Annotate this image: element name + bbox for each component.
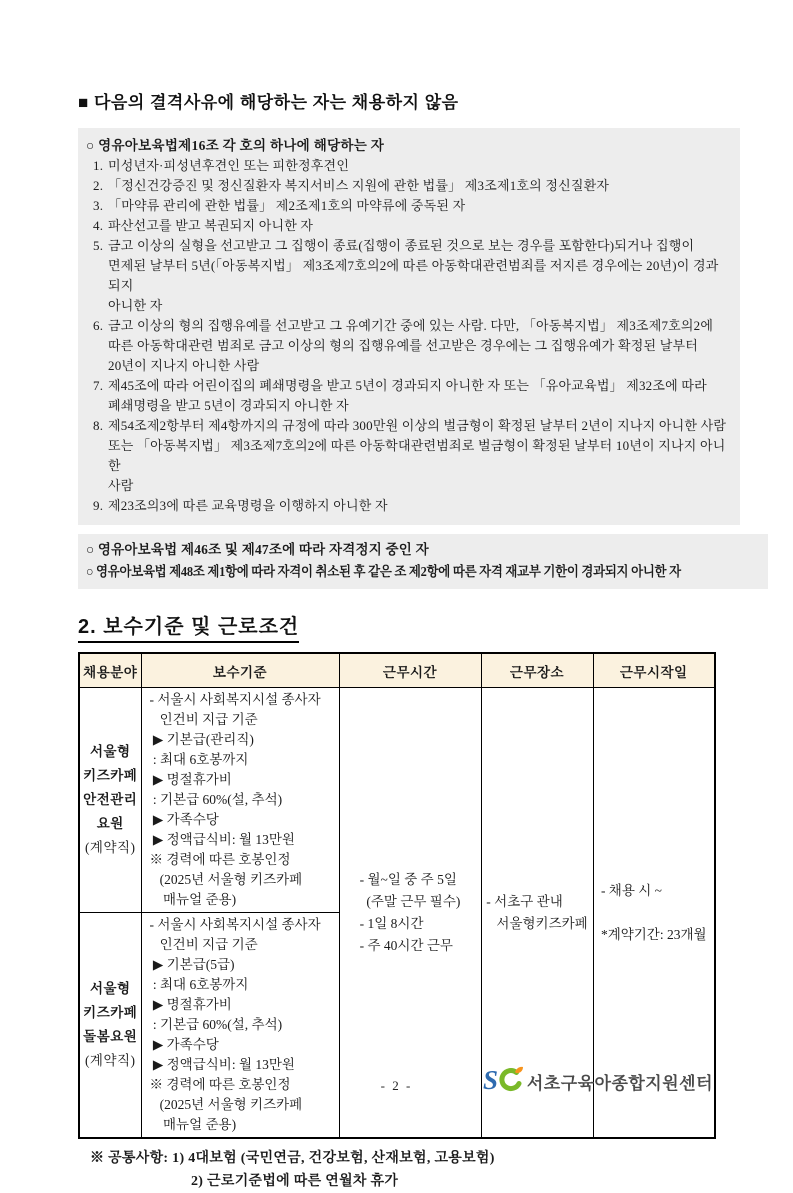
text-line: 따른 아동학대관련 범죄로 금고 이상의 형의 집행유예를 선고받은 경우에는 그 집행유예가 확정된 날부터 xyxy=(108,338,698,353)
law-item-9 xyxy=(86,496,730,516)
suspension-line-1: ○ 영유아보육법 제46조 및 제47조에 따라 자격정지 중인 자 xyxy=(86,542,429,557)
note-insurance: ※ 공통사항: 1) 4대보험 (국민연금, 건강보험, 산재보험, 고용보험) xyxy=(90,1151,495,1166)
item-text xyxy=(108,376,730,416)
text-line: ※ 경력에 따른 호봉인정 xyxy=(149,852,291,867)
text-line: - 1일 8시간 xyxy=(359,915,424,931)
text-line: 키즈카페 xyxy=(83,1005,138,1020)
item-number: 4. xyxy=(93,218,104,233)
law-heading: ○ 영유아보육법제16조 각 호의 하나에 해당하는 자 xyxy=(86,138,385,153)
item-text xyxy=(108,156,730,176)
pay-detail-safety-staff xyxy=(141,688,339,913)
common-notes xyxy=(78,1147,737,1193)
text-line: ▶ 가족수당 xyxy=(149,812,219,827)
pay-conditions-title: 2. 보수기준 및 근로조건 xyxy=(78,610,299,643)
pay-lines xyxy=(144,690,337,910)
text-line: 또는 「아동복지법」 제3조제7호의2에 따른 아동학대관련범죄로 벌금형이 확정된 날부터 10년이 지나지 아니한 xyxy=(108,438,726,473)
item-text xyxy=(108,176,730,196)
header-start-date: 근무시작일 xyxy=(593,653,715,688)
table-header-row xyxy=(79,653,715,688)
category-safety-staff xyxy=(79,688,141,913)
text-line: 키즈카페 xyxy=(83,768,138,783)
header-pay-standard: 보수기준 xyxy=(141,653,339,688)
category-care-staff xyxy=(79,913,141,1139)
text-line: (주말 근무 필수) xyxy=(359,893,461,909)
text-line: ▶ 가족수당 xyxy=(149,1037,219,1052)
start-date-lines xyxy=(601,880,707,946)
item-number: 5. xyxy=(93,238,104,253)
text-line: 인건비 지급 기준 xyxy=(149,712,258,727)
text-line: - 서초구 관내 xyxy=(486,893,563,909)
text-line: 폐쇄명령을 받고 5년이 경과되지 아니한 자 xyxy=(108,398,349,413)
header-work-hours: 근무시간 xyxy=(339,653,481,688)
text-line: ※ 경력에 따른 호봉인정 xyxy=(149,1077,291,1092)
text-line: *계약기간: 23개월 xyxy=(600,926,707,942)
text-line: : 최대 6호봉까지 xyxy=(149,752,249,767)
text-line: (2025년 서울형 키즈카페 xyxy=(149,1097,303,1112)
item-text xyxy=(108,236,730,316)
item-text xyxy=(108,196,730,216)
text-line: 제23조의3에 따른 교육명령을 이행하지 아니한 자 xyxy=(108,498,388,513)
text-line: 요원 xyxy=(96,816,124,831)
work-hours-lines xyxy=(360,869,461,957)
text-line: 서울형 xyxy=(89,744,131,759)
center-logo-text: 서초구육아종합지원센터 xyxy=(526,1074,713,1093)
item-text xyxy=(108,496,730,516)
text-line xyxy=(601,902,707,924)
law-item-4 xyxy=(86,216,730,236)
law-item-6 xyxy=(86,316,730,376)
text-line: ▶ 기본급(관리직) xyxy=(149,732,254,747)
item-text xyxy=(108,416,730,496)
text-line: (2025년 서울형 키즈카페 xyxy=(149,872,303,887)
note-leave: 2) 근로기준법에 따른 연월차 휴가 xyxy=(191,1174,399,1189)
text-line: ▶ 정액급식비: 월 13만원 xyxy=(149,1057,295,1072)
item-number: 3. xyxy=(93,198,104,213)
suspension-block xyxy=(78,534,768,589)
item-number: 2. xyxy=(93,178,104,193)
text-line: (계약직) xyxy=(84,840,136,855)
text-line: ▶ 정액급식비: 월 13만원 xyxy=(149,832,295,847)
table-row xyxy=(79,688,715,913)
work-place-lines xyxy=(486,891,587,935)
text-line: 제54조제2항부터 제4항까지의 규정에 따라 300만원 이상의 벌금형이 확정된 날부터 2년이 지나지 아니한 사람 xyxy=(108,418,727,433)
text-line: 「마약류 관리에 관한 법률」 제2조제1호의 마약류에 중독된 자 xyxy=(108,198,466,213)
text-line: 금고 이상의 실형을 선고받고 그 집행이 종료(집행이 종료된 것으로 보는 경우를 포함한다)되거나 집행이 xyxy=(108,238,695,253)
header-work-place: 근무장소 xyxy=(481,653,593,688)
item-text xyxy=(108,216,730,236)
text-line: - 채용 시 ~ xyxy=(600,882,662,898)
text-line: 20년이 지나지 아니한 사람 xyxy=(108,358,260,373)
text-line: : 기본급 60%(설, 추석) xyxy=(149,792,283,807)
pay-detail-care-staff xyxy=(141,913,339,1139)
text-line: 서울형 xyxy=(89,981,131,996)
law-item-7 xyxy=(86,376,730,416)
item-text xyxy=(108,316,730,376)
text-line: ▶ 명절휴가비 xyxy=(149,997,232,1012)
center-logo-icon xyxy=(483,1064,525,1099)
item-number: 1. xyxy=(93,158,104,173)
text-line: : 기본급 60%(설, 추석) xyxy=(149,1017,283,1032)
text-line: 면제된 날부터 5년(「아동복지법」 제3조제7호의2에 따른 아동학대관련범죄를 저지른 경우에는 20년)이 경과되지 xyxy=(108,258,719,293)
text-line: 제45조에 따라 어린이집의 폐쇄명령을 받고 5년이 경과되지 아니한 자 또는 「유아교육법」 제32조에 따라 xyxy=(108,378,707,393)
svg-text:S: S xyxy=(482,1065,498,1095)
footer-logo xyxy=(483,1064,713,1099)
text-line: - 주 40시간 근무 xyxy=(359,937,453,953)
law-item-2 xyxy=(86,176,730,196)
work-hours-cell xyxy=(339,688,481,1139)
page-number: - 2 - xyxy=(380,1078,413,1093)
disqualification-title: ■ 다음의 결격사유에 해당하는 자는 채용하지 않음 xyxy=(78,93,459,112)
text-line: - 월~일 중 주 5일 xyxy=(359,871,457,887)
text-line: - 서울시 사회복지시설 종사자 xyxy=(149,917,321,932)
text-line: 인건비 지급 기준 xyxy=(149,937,258,952)
law-item-8 xyxy=(86,416,730,496)
item-number: 9. xyxy=(93,498,104,513)
text-line: - 서울시 사회복지시설 종사자 xyxy=(149,692,321,707)
text-line: 돌봄요원 xyxy=(83,1029,138,1044)
text-line: (계약직) xyxy=(84,1053,136,1068)
text-line: 「정신건강증진 및 정신질환자 복지서비스 지원에 관한 법률」 제3조제1호의 정신질환자 xyxy=(108,178,610,193)
law-item-5 xyxy=(86,236,730,316)
text-line: 사람 xyxy=(108,478,134,493)
text-line: ▶ 명절휴가비 xyxy=(149,772,232,787)
text-line: 매뉴얼 준용) xyxy=(149,892,237,907)
law-item-1 xyxy=(86,156,730,176)
text-line: 서울형키즈카페 xyxy=(486,915,588,931)
header-recruit-field: 채용분야 xyxy=(79,653,141,688)
text-line: 미성년자·피성년후견인 또는 피한정후견인 xyxy=(108,158,350,173)
item-number: 7. xyxy=(93,378,104,393)
disqualification-block xyxy=(78,128,740,525)
text-line: 매뉴얼 준용) xyxy=(149,1117,237,1132)
text-line: 파산선고를 받고 복권되지 아니한 자 xyxy=(108,218,314,233)
text-line: 아니한 자 xyxy=(108,298,163,313)
item-number: 8. xyxy=(93,418,104,433)
text-line: 안전관리 xyxy=(83,792,138,807)
law-item-3 xyxy=(86,196,730,216)
pay-lines xyxy=(144,915,337,1135)
text-line: ▶ 기본급(5급) xyxy=(149,957,235,972)
text-line: : 최대 6호봉까지 xyxy=(149,977,249,992)
item-number: 6. xyxy=(93,318,104,333)
text-line: 금고 이상의 형의 집행유예를 선고받고 그 유예기간 중에 있는 사람. 다만, 「아동복지법」 제3조제7호의2에 xyxy=(108,318,714,333)
suspension-line-2: ○ 영유아보육법 제48조 제1항에 따라 자격이 취소된 후 같은 조 제2항에 따른 자격 재교부 기한이 경과되지 아니한 자 xyxy=(86,564,681,579)
